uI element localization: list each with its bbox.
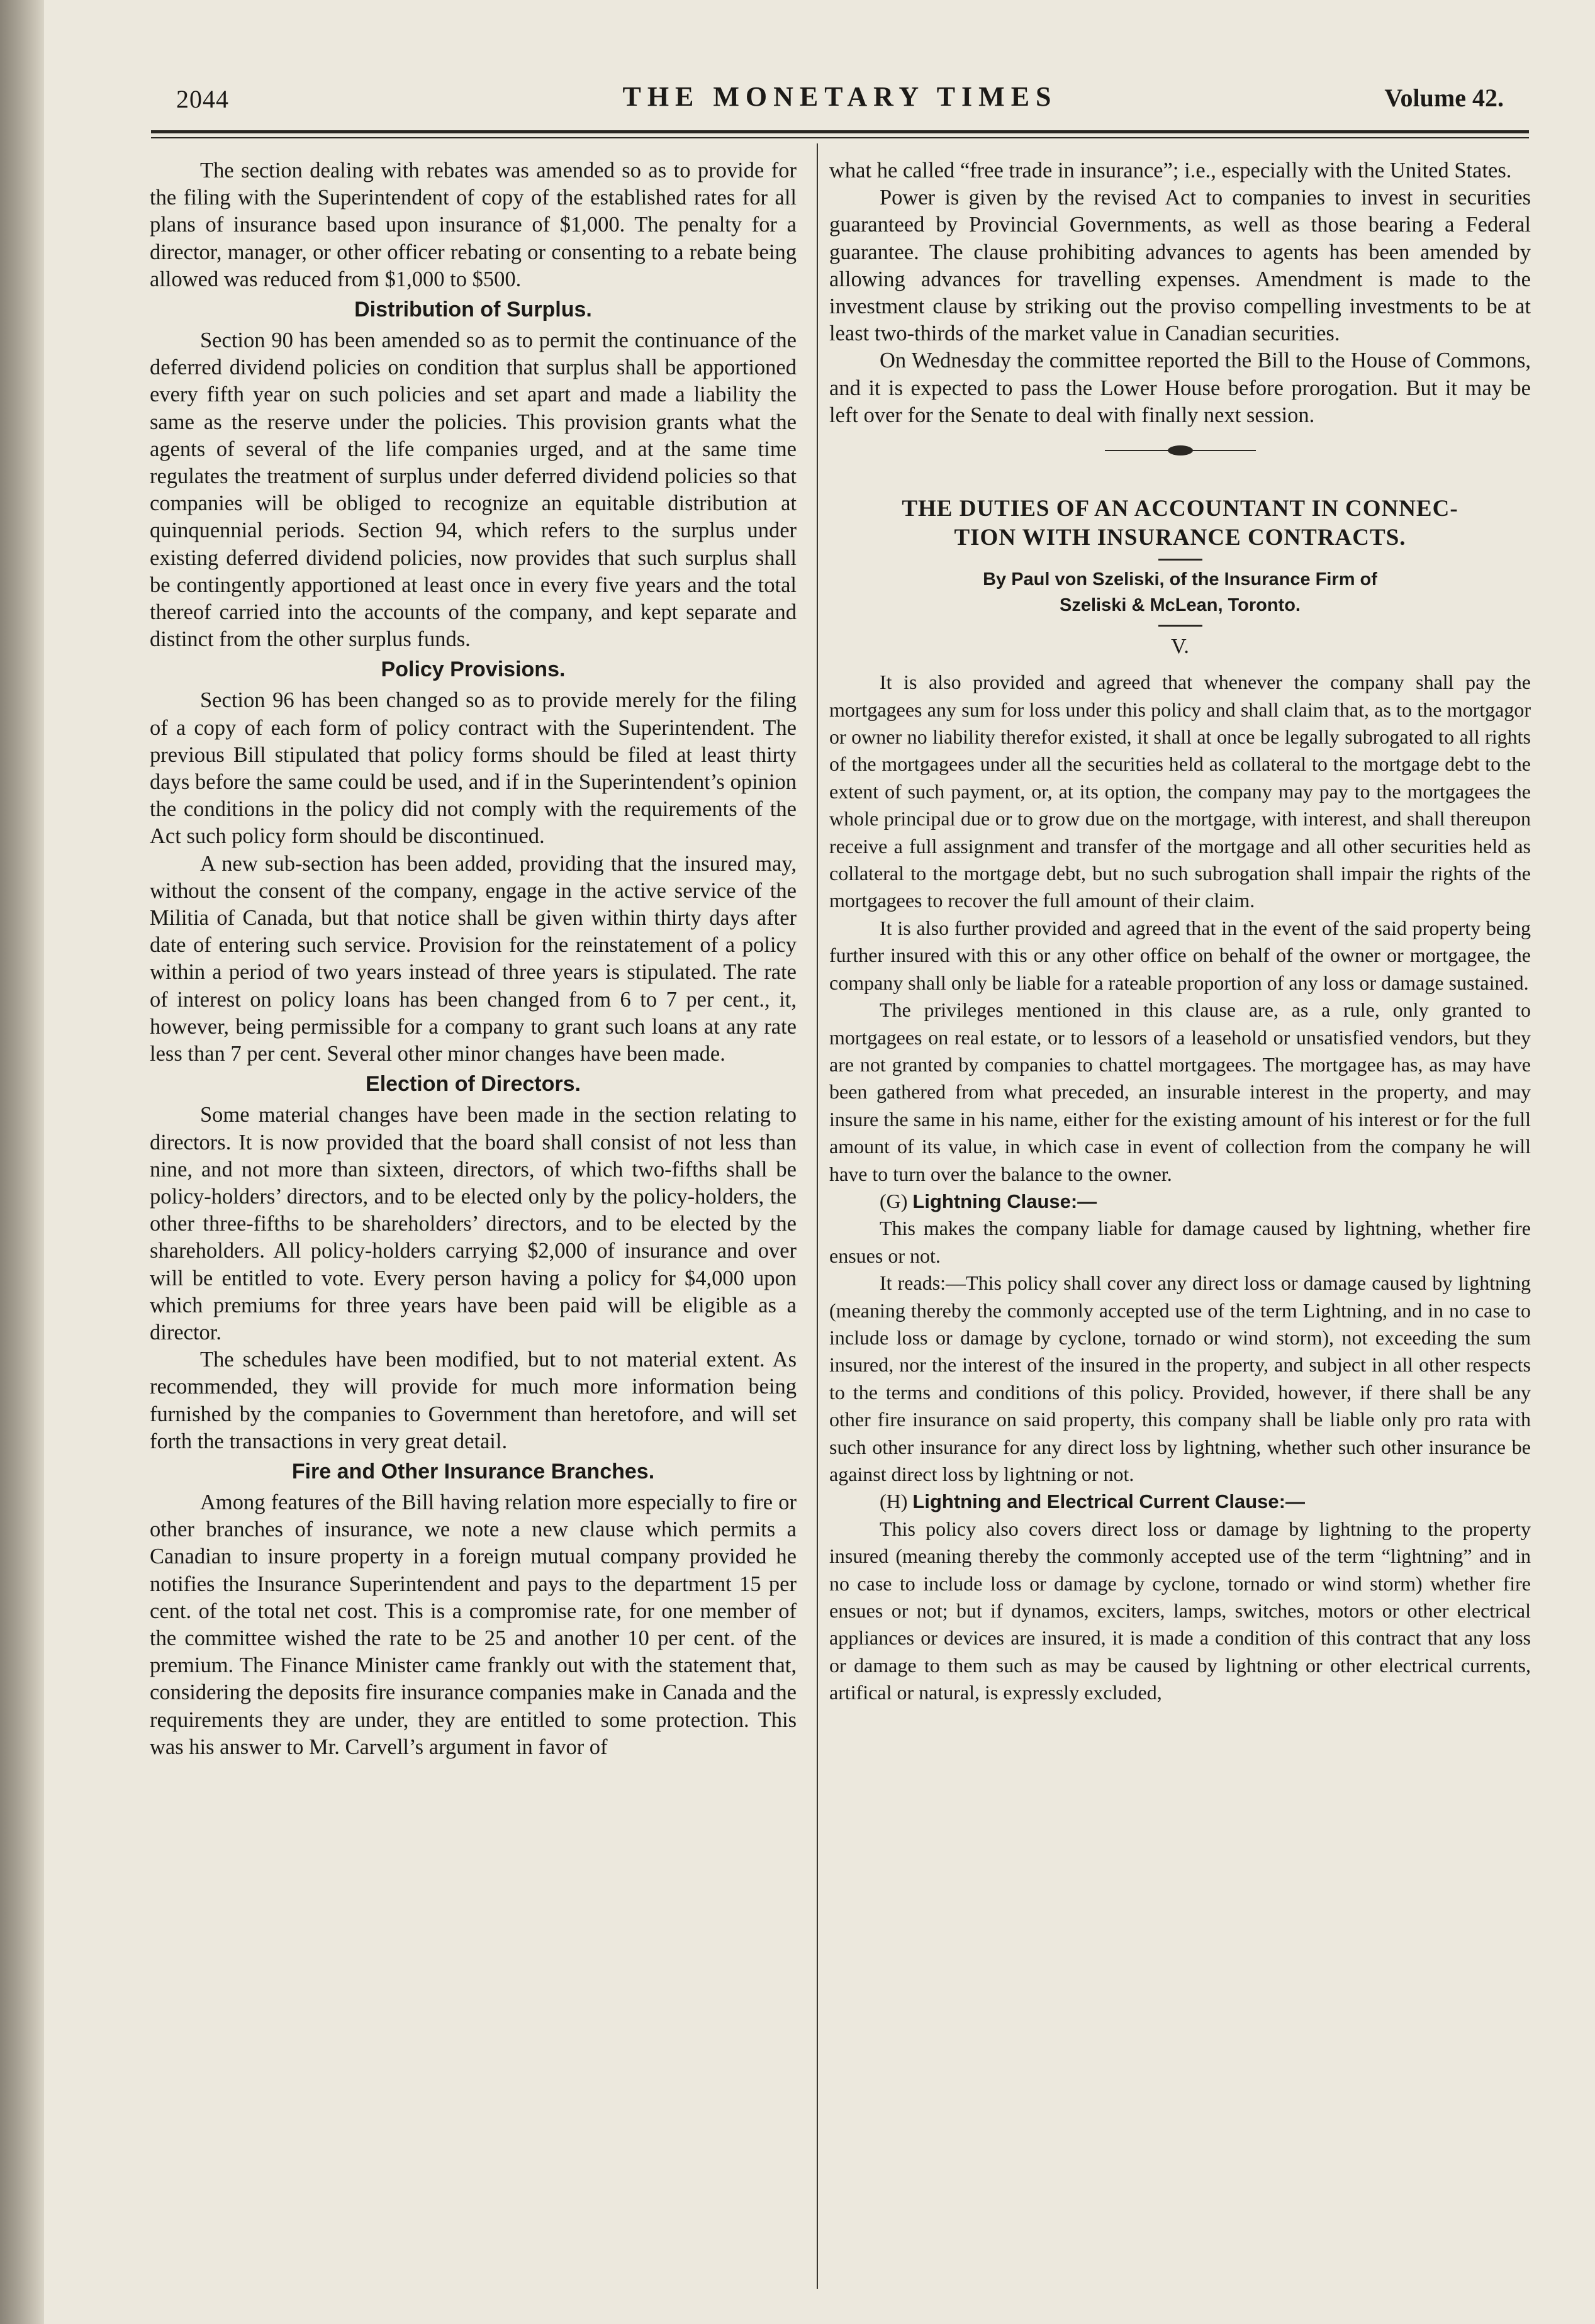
article-title-line-2: TION WITH INSURANCE CONTRACTS. <box>954 525 1406 551</box>
article-body <box>829 669 1531 1706</box>
heading-distribution-of-surplus: Distribution of Surplus. <box>354 298 592 322</box>
paragraph-committee-report: On Wednesday the committee reported the Bill to the House of Commons, and it is expected to pass the Lower House before prorogation. But it may be left over for the Senate to deal with finally next session. <box>829 349 1531 427</box>
clause-h-title: Lightning and Electrical Current Clause:— <box>912 1490 1305 1513</box>
volume-label: Volume 42. <box>1384 84 1504 112</box>
byline-line-2: Szeliski & McLean, Toronto. <box>1060 595 1301 616</box>
article-byline <box>829 567 1531 618</box>
paragraph-directors: Some material changes have been made in the section relating to directors. It is now provided that the board shall consist of not less than nine, and not more than sixteen, directors, of which two-fifths shall be policy-holders’ directors, and to be elected only by the policy-holders, the other three-fifths to be shareholders’ directors, and to be elected by the shareholders. All policy-holders carrying $2,000 of insurance and over will be entitled to vote. Every person having a policy for $4,000 upon which premiums for three years have been paid will be eligible as a director. <box>150 1103 797 1344</box>
clause-g-label: (G) <box>880 1189 908 1212</box>
paragraph-policy-forms: Section 96 has been changed so as to provide merely for the filing of a copy of each form of policy contract with the Superintendent. The previous Bill stipulated that policy forms should be filed at least thirty days before the same could be used, and if in the Superintendent’s opinion the conditions in the policy did not comply with the requirements of the Act such policy form should be discontinued. <box>150 688 797 849</box>
paragraph-fire-insurance: Among features of the Bill having relation more especially to fire or other branches of insurance, we note a new clause which permits a Canadian to insure property in a foreign mutual company provided he notifies the Insurance Superintendent and pays to the department 15 per cent. of the total net cost. This is a compromise rate, for one member of the committee wished the rate to be 25 and another 10 per cent. of the premium. The Finance Minister came frankly out with the statement that, considering the deposits fire insurance companies make in Canada and the requirements they are under, they are entitled to some protection. This was his answer to Mr. Carvell’s argument in favor of <box>150 1490 797 1759</box>
paragraph-further-insured: It is also further provided and agreed that in the event of the said property being further insured with this or any other office on behalf of the owner or mortgagee, the company shall only be liable for a rateable proportion of any loss or damage sustained. <box>829 916 1531 994</box>
clause-g-heading <box>829 1188 1531 1215</box>
paragraph-rebates: The section dealing with rebates was amended so as to provide for the filing with the Superintendent of copy of the established rates for all plans of insurance based upon insurance of $1,000. The penalty for a director, manager, or other officer rebating or consenting to a rebate being allowed was reduced from $1,000 to $500. <box>150 159 797 291</box>
article-title-line-1: THE DUTIES OF AN ACCOUNTANT IN CONNEC- <box>902 496 1458 522</box>
publication-title: THE MONETARY TIMES <box>622 81 1058 112</box>
heading-fire-insurance: Fire and Other Insurance Branches. <box>291 1459 655 1483</box>
heading-election-of-directors: Election of Directors. <box>366 1072 581 1097</box>
paragraph-schedules: The schedules have been modified, but to not material extent. As recommended, they will provide for much more information being furnished by the companies to Government than heretofore, and will set forth the transactions in very great detail. <box>150 1348 797 1453</box>
heading-policy-provisions: Policy Provisions. <box>381 657 566 682</box>
byline-rule <box>1158 625 1202 627</box>
newspaper-page <box>44 0 1595 2324</box>
paragraph-free-trade: what he called “free trade in insurance”; i.e., especially with the United States. <box>829 159 1512 182</box>
title-rule <box>1158 559 1202 561</box>
article-title <box>829 494 1531 552</box>
paragraph-surplus: Section 90 has been amended so as to permit the continuance of the deferred dividend policies on condition that surplus shall be apportioned every fifth year on such policies and set apart and made a liability the same as the reserve under the policies. This provision grants what the agents of several of the life companies urged, and at the same time regulates the treatment of surplus under deferred dividend policies so that companies will be obliged to recognize an equitable distribution at quinquennial periods. Section 94, which refers to the surplus under existing deferred dividend policies, now provides that such surplus shall be contingently apportioned at least once in every five years and the total thereof carried into the accounts of the company, and kept separate and distinct from the other surplus funds. <box>150 328 797 652</box>
paragraph-lightning-reads: It reads:—This policy shall cover any direct loss or damage caused by lightning (meaning thereby the commonly accepted use of the term Lightning, and in no case to include loss or damage by cyclone, tornado or wind storm), not exceeding the sum insured, nor the interest of the insured in the property, and subject in all other respects to the terms and conditions of this policy. Provided, however, if there shall be any other fire insurance on said property, this company shall be liable only pro rata with such other insurance for any direct loss by lightning, whether such other insurance be against direct loss by lightning or not. <box>829 1271 1531 1486</box>
paragraph-investments: Power is given by the revised Act to companies to invest in securities guaranteed by Provincial Governments, as well as those bearing a Federal guarantee. The clause prohibiting advances to agents has been amended by allowing advances for travelling expenses. Amendment is made to the investment clause by striking out the proviso compelling investments to be at least two-thirds of the market value in Canadian securities. <box>829 186 1531 346</box>
clause-h-label: (H) <box>880 1490 908 1513</box>
page-number: 2044 <box>176 85 229 113</box>
header-rule-thin <box>151 137 1529 138</box>
part-number: V. <box>1171 635 1189 659</box>
byline-line-1: By Paul von Szeliski, of the Insurance Firm of <box>983 569 1377 590</box>
paragraph-subrogation: It is also provided and agreed that whenever the company shall pay the mortgagees any sum for loss under this policy and shall claim that, as to the mortgagor or owner no liability therefor existed, it shall at once be legally subrogated to all rights of the mortgagees under all the securities held as collateral to the mortgage debt to the extent of such payment, or, at its option, the company may pay to the mortgagees the whole principal due or to grow due on the mortgage, with interest, and shall thereupon receive a full assignment and transfer of the mortgage and all other securities held as collateral to the mortgage debt, but no such subrogation shall impair the rights of the mortgagees to recover the full amount of their claim. <box>829 671 1531 912</box>
paragraph-privileges: The privileges mentioned in this clause are, as a rule, only granted to mortgagees on real estate, or to lessors of a leasehold or unsatisfied vendors, but they are not granted by companies to chattel mortgagees. The mortgagee has, as may have been gathered from what preceded, an insurable interest in the property, and may insure the same in his name, either for the existing amount of his interest or for the full amount of its value, in which case in event of collection from the company he will have to turn over the balance to the owner. <box>829 998 1531 1185</box>
paragraph-lightning-liability: This makes the company liable for damage caused by lightning, whether fire ensues or not. <box>829 1217 1531 1267</box>
section-ornament <box>1105 444 1256 457</box>
clause-g-title: Lightning Clause:— <box>912 1190 1097 1212</box>
paragraph-electrical-current: This policy also covers direct loss or damage by lightning to the property insured (meaning thereby the commonly accepted use of the term “lightning” and in no case to include loss or damage by cyclone, tornado or wind storm) whether fire ensues or not; but if dynamos, exciters, lamps, switches, motors or other electrical appliances or devices are insured, it is made a condition of this contract that any loss or damage to them such as may be caused by lightning or other electrical currents, artifical or natural, is expressly excluded, <box>829 1517 1531 1704</box>
left-column <box>150 157 797 1761</box>
column-divider <box>817 143 818 2289</box>
right-column <box>829 157 1531 1707</box>
paragraph-militia: A new sub-section has been added, providing that the insured may, without the consent of the company, engage in the active service of the Militia of Canada, but that notice shall be given within thirty days after date of entering such service. Provision for the reinstatement of a policy within a period of two years instead of three years is stipulated. The rate of interest on policy loans has been changed from 6 to 7 per cent., it, however, being permissible for a company to grant such loans at any rate less than 7 per cent. Several other minor changes have been made. <box>150 851 797 1066</box>
binding-spine <box>0 0 44 2324</box>
page-header <box>176 81 1504 125</box>
clause-h-heading <box>829 1488 1531 1515</box>
header-rule-thick <box>151 130 1529 133</box>
